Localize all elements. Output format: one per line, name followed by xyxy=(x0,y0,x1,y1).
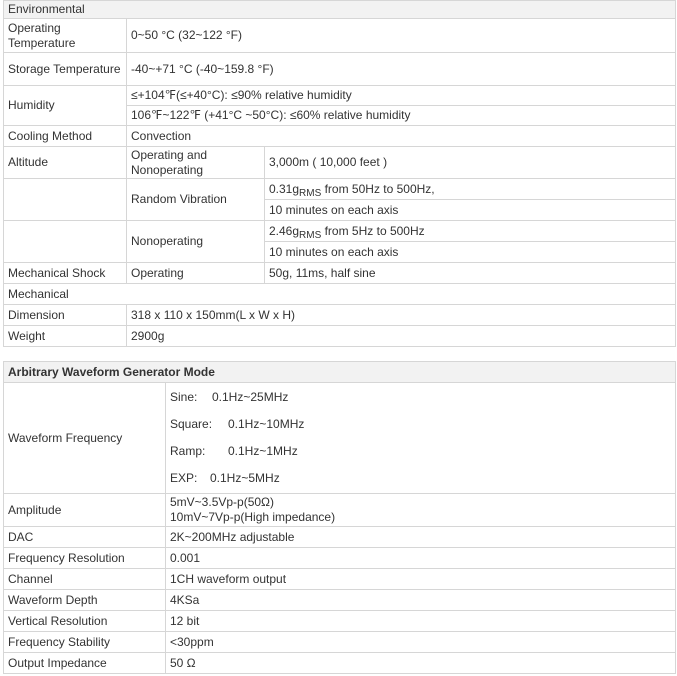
spec-value: 1CH waveform output xyxy=(166,569,676,590)
spec-value: Convection xyxy=(127,126,676,147)
table-row xyxy=(4,590,676,611)
section-header-awg xyxy=(4,362,676,383)
waveform-value: 0.1Hz~5MHz xyxy=(210,471,280,485)
spec-label: Waveform Frequency xyxy=(4,383,166,494)
spec-value xyxy=(265,221,676,242)
table-row xyxy=(4,126,676,147)
waveform-value: 0.1Hz~1MHz xyxy=(228,444,298,458)
spec-value: ≤+104℉(≤+40°C): ≤90% relative humidity xyxy=(127,86,676,106)
waveform-exp xyxy=(170,465,671,492)
amplitude-line: 5mV~3.5Vp-p(50Ω) xyxy=(170,495,275,509)
spec-label: Cooling Method xyxy=(4,126,127,147)
table-row xyxy=(4,527,676,548)
spec-value xyxy=(166,494,676,527)
table-row xyxy=(4,147,676,179)
spec-value: 12 bit xyxy=(166,611,676,632)
waveform-sine xyxy=(170,384,671,411)
table-row xyxy=(4,494,676,527)
spec-value: <30ppm xyxy=(166,632,676,653)
spec-label: Frequency Stability xyxy=(4,632,166,653)
table-row xyxy=(4,86,676,106)
spec-value: 4KSa xyxy=(166,590,676,611)
table-row xyxy=(4,326,676,347)
table-row xyxy=(4,632,676,653)
spec-value: 0.001 xyxy=(166,548,676,569)
spec-label: Vertical Resolution xyxy=(4,611,166,632)
spec-label-empty xyxy=(4,221,127,263)
spec-label: Dimension xyxy=(4,305,127,326)
section-title: Environmental xyxy=(4,1,676,19)
table-row xyxy=(4,179,676,200)
spec-label: Frequency Resolution xyxy=(4,548,166,569)
table-row xyxy=(4,611,676,632)
spec-label: Humidity xyxy=(4,86,127,126)
table-row xyxy=(4,383,676,494)
spec-value: 10 minutes on each axis xyxy=(265,242,676,263)
spec-label: Storage Temperature xyxy=(4,53,127,86)
section-title: Mechanical xyxy=(4,284,676,305)
spec-value: 0~50 °C (32~122 °F) xyxy=(127,19,676,53)
spec-label: Altitude xyxy=(4,147,127,179)
table-row xyxy=(4,548,676,569)
waveform-value: 0.1Hz~10MHz xyxy=(228,417,305,431)
table-row xyxy=(4,263,676,284)
spec-condition: Nonoperating xyxy=(127,221,265,263)
spec-label-empty xyxy=(4,179,127,221)
spec-label: Mechanical Shock xyxy=(4,263,127,284)
table-row xyxy=(4,653,676,674)
spec-label: Operating Temperature xyxy=(4,19,127,53)
value-subscript: RMS xyxy=(299,187,322,199)
section-header-mechanical xyxy=(4,284,676,305)
section-header-environmental xyxy=(4,1,676,19)
section-title: Arbitrary Waveform Generator Mode xyxy=(4,362,676,383)
spec-value: 2900g xyxy=(127,326,676,347)
value-subscript: RMS xyxy=(299,229,322,241)
table-row xyxy=(4,19,676,53)
spec-value: -40~+71 °C (-40~159.8 °F) xyxy=(127,53,676,86)
spec-label: Output Impedance xyxy=(4,653,166,674)
spec-condition: Random Vibration xyxy=(127,179,265,221)
spec-label: Amplitude xyxy=(4,494,166,527)
spec-label: Waveform Depth xyxy=(4,590,166,611)
spec-value xyxy=(265,179,676,200)
spec-table-environmental xyxy=(3,0,676,347)
spec-value: 50g, 11ms, half sine xyxy=(265,263,676,284)
waveform-value: 0.1Hz~25MHz xyxy=(212,390,289,404)
amplitude-line: 10mV~7Vp-p(High impedance) xyxy=(170,510,336,524)
waveform-label: EXP: xyxy=(170,471,198,485)
value-prefix: 2.46g xyxy=(269,223,300,238)
spec-value-waveforms xyxy=(166,383,676,494)
spec-value: 50 Ω xyxy=(166,653,676,674)
spec-value: 3,000m ( 10,000 feet ) xyxy=(265,147,676,179)
table-row xyxy=(4,305,676,326)
spec-value: 106℉~122℉ (+41°C ~50°C): ≤60% relative humidity xyxy=(127,106,676,126)
table-row xyxy=(4,221,676,242)
spec-label: Channel xyxy=(4,569,166,590)
spec-condition: Operating and Nonoperating xyxy=(127,147,265,179)
spec-value: 10 minutes on each axis xyxy=(265,200,676,221)
value-suffix: from 50Hz to 500Hz, xyxy=(321,181,435,196)
waveform-label: Square: xyxy=(170,417,213,431)
spec-label: DAC xyxy=(4,527,166,548)
waveform-label: Ramp: xyxy=(170,444,206,458)
spec-value: 318 x 110 x 150mm(L x W x H) xyxy=(127,305,676,326)
spec-table-awg xyxy=(3,361,676,674)
waveform-square xyxy=(170,411,671,438)
value-prefix: 0.31g xyxy=(269,181,300,196)
value-suffix: from 5Hz to 500Hz xyxy=(321,223,425,238)
waveform-label: Sine: xyxy=(170,390,198,404)
spec-label: Weight xyxy=(4,326,127,347)
table-row xyxy=(4,53,676,86)
spec-value: 2K~200MHz adjustable xyxy=(166,527,676,548)
table-row xyxy=(4,569,676,590)
waveform-ramp xyxy=(170,438,671,465)
spec-condition: Operating xyxy=(127,263,265,284)
